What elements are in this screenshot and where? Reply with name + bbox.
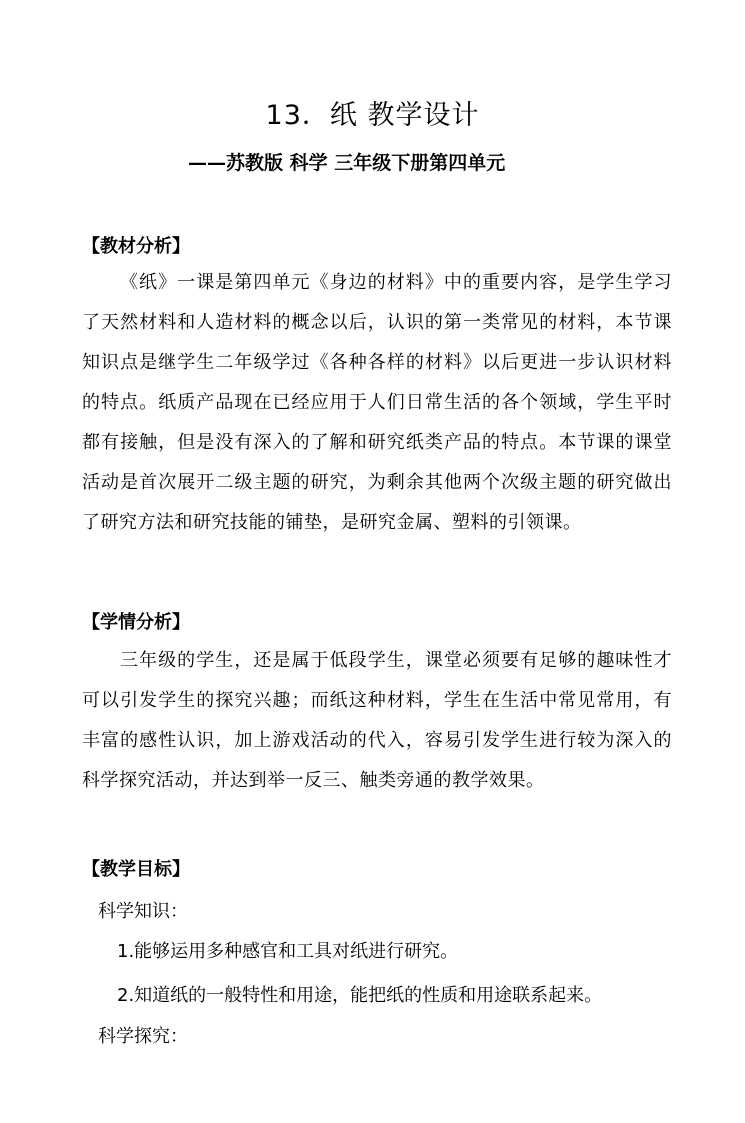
section-heading-student-analysis: 【学情分析】 xyxy=(82,612,190,633)
document-subtitle: ——苏教版 科学 三年级下册第四单元 xyxy=(188,152,506,174)
section-heading-teaching-goals: 【教学目标】 xyxy=(82,859,190,880)
section-paragraph-material-analysis: 《纸》一课是第四单元《身边的材料》中的重要内容，是学生学习了天然材料和人造材料的概念以后，认识的第一类常见的材料，本节课知识点是继学生二年级学过《各种各样的材料》以后更进一步认识材料的特点。纸质产品现在已经应用于人们日常生活的各个领域，学生平时都有接触，但是没有深入的了解和研究纸类产品的特点。本节课的课堂活动是首次展开二级主题的研究，为剩余其他两个次级主题的研究做出了研究方法和研究技能的铺垫，是研究金属、塑料的引领课。 xyxy=(82,272,672,533)
document-title: 13．纸 教学设计 xyxy=(265,100,480,131)
section-paragraph-student-analysis: 三年级的学生，还是属于低段学生，课堂必须要有足够的趣味性才可以引发学生的探究兴趣；而纸这种材料，学生在生活中常见常用，有丰富的感性认识，加上游戏活动的代入，容易引发学生进行较为深入的科学探究活动，并达到举一反三、触类旁通的教学效果。 xyxy=(82,650,672,791)
goal-item-2: 2.知道纸的一般特性和用途，能把纸的性质和用途联系起来。 xyxy=(117,985,603,1006)
knowledge-label: 科学知识： xyxy=(98,901,188,922)
goal-item-1: 1.能够运用多种感官和工具对纸进行研究。 xyxy=(117,941,459,962)
inquiry-label: 科学探究： xyxy=(98,1026,188,1047)
section-heading-material-analysis: 【教材分析】 xyxy=(82,236,190,257)
